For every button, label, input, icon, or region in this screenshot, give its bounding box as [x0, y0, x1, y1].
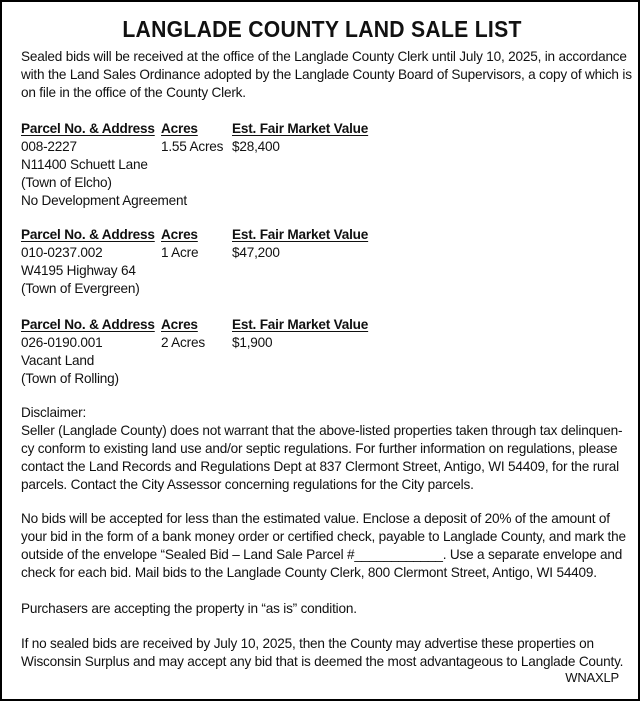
value-header-label: Est. Fair Market Value [232, 121, 369, 136]
parcel-header-label: Parcel No. & Address [21, 317, 155, 332]
parcel-value: $47,200 [232, 245, 280, 260]
bid-line: your bid in the form of a bank money order or certified check, payable to Langlade County, and mark the [21, 529, 626, 544]
parcel-header-row [21, 226, 421, 244]
parcel-header-label: Parcel No. & Address [21, 227, 155, 242]
parcel-acres: 1 Acre [161, 245, 199, 260]
no-bids-line: If no sealed bids are received by July 10, 2025, then the County may advertise these properties on [21, 636, 594, 651]
bid-line: check for each bid. Mail bids to the Langlade County Clerk, 800 Clermont Street, Antigo, WI 54409. [21, 565, 597, 580]
parcel-block-3 [21, 316, 421, 388]
value-header-label: Est. Fair Market Value [232, 317, 369, 332]
parcel-data-row [21, 138, 421, 156]
parcel-data-row [21, 334, 421, 352]
parcel-value: $1,900 [232, 335, 273, 350]
parcel-address: Vacant Land [21, 353, 95, 368]
parcel-header-label: Parcel No. & Address [21, 121, 155, 136]
parcel-block-1 [21, 120, 421, 210]
as-is-paragraph [21, 600, 625, 618]
parcel-header-row [21, 316, 421, 334]
value-header-label: Est. Fair Market Value [232, 227, 369, 242]
parcel-number: 010-0237.002 [21, 245, 103, 260]
bid-line: outside of the envelope “Sealed Bid – Land Sale Parcel #____________. Use a separate envelope and [21, 547, 623, 562]
disclaimer-heading: Disclaimer: [21, 405, 87, 420]
parcel-acres: 1.55 Acres [161, 139, 224, 154]
intro-line: on file in the office of the County Clerk. [21, 85, 246, 100]
bid-line: No bids will be accepted for less than the estimated value. Enclose a deposit of 20% of the amount of [21, 511, 610, 526]
parcel-header-row [21, 120, 421, 138]
no-bids-line: Wisconsin Surplus and may accept any bid that is deemed the most advantageous to Langlade County. [21, 654, 624, 669]
parcel-address: W4195 Highway 64 [21, 263, 136, 278]
disclaimer-paragraph [21, 404, 625, 494]
acres-header-label: Acres [161, 317, 198, 332]
no-bids-paragraph [21, 635, 625, 671]
as-is-line: Purchasers are accepting the property in “as is” condition. [21, 601, 357, 616]
acres-header-label: Acres [161, 121, 198, 136]
disclaimer-line: cy conform to existing land use and/or septic regulations. For further information on regulations, please [21, 441, 618, 456]
notice-title: LANGLADE COUNTY LAND SALE LIST [122, 16, 522, 42]
parcel-town: (Town of Elcho) [21, 175, 112, 190]
parcel-value: $28,400 [232, 139, 280, 154]
parcel-town: (Town of Rolling) [21, 371, 119, 386]
intro-paragraph [21, 48, 632, 102]
disclaimer-line: Seller (Langlade County) does not warrant that the above-listed properties taken through tax delinquen- [21, 423, 623, 438]
disclaimer-line: contact the Land Records and Regulations Dept at 837 Clermont Street, Antigo, WI 54409, for the rural [21, 459, 619, 474]
parcel-address: N11400 Schuett Lane [21, 157, 148, 172]
parcel-number: 008-2227 [21, 139, 77, 154]
intro-line: with the Land Sales Ordinance adopted by the Langlade County Board of Supervisors, a copy of which is [21, 67, 632, 82]
publication-code: WNAXLP [565, 670, 619, 685]
parcel-note: No Development Agreement [21, 193, 187, 208]
bid-instructions-paragraph [21, 510, 625, 582]
parcel-number: 026-0190.001 [21, 335, 103, 350]
acres-header-label: Acres [161, 227, 198, 242]
parcel-block-2 [21, 226, 421, 298]
disclaimer-line: parcels. Contact the City Assessor concerning regulations for the City parcels. [21, 477, 474, 492]
parcel-acres: 2 Acres [161, 335, 205, 350]
parcel-data-row [21, 244, 421, 262]
parcel-town: (Town of Evergreen) [21, 281, 140, 296]
intro-line: Sealed bids will be received at the office of the Langlade County Clerk until July 10, 2025, in accordance [21, 49, 627, 64]
